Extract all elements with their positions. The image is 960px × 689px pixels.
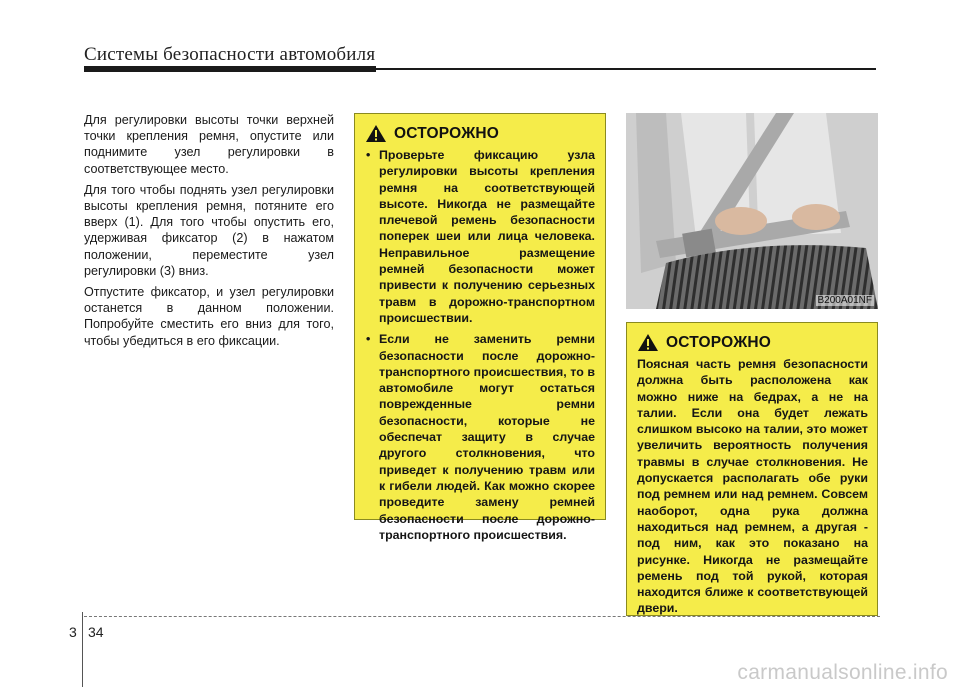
warning-text: Поясная часть ремня безопасности должна быть расположена как можно ниже на бедрах, а не на талии. Если она будет лежать слишком высоко на талии, это может увеличить вероятность получения травмы в случае столкновения. Не допускается располагать обе руки под ремнем или над ремнем. Совсем наоборот, одна рука должна находиться над ремнем, а другая - под ним, как это показано на рисунке. Никогда не размещайте ремень под той рукой, которая находится ближе к соответствующей двери.: [637, 357, 868, 616]
warning-header: [637, 333, 868, 352]
warning-title: ОСТОРОЖНО: [666, 333, 772, 351]
warning-item-text: Проверьте фиксацию узла регулировки высоты крепления ремня на соответствующей высоте. Никогда не размещайте плечевой ремень безопасности поперек шеи или лица человека. Неправильное размещение ремней безопасности может привести к получению серьезных травм в дорожно-транспортном происшествии.: [379, 148, 595, 325]
footer-divider-vertical: [82, 612, 83, 687]
body-text-column: [84, 112, 334, 354]
warning-item: [365, 147, 595, 326]
seatbelt-drawing: [626, 113, 878, 309]
warning-triangle-icon: [637, 333, 659, 352]
warning-box-left: [354, 113, 606, 542]
footer-divider-horizontal: [84, 616, 880, 617]
warning-triangle-icon: [365, 124, 387, 143]
body-paragraph: Отпустите фиксатор, и узел регулировки останется в данном положении. Попробуйте сместить его вниз для того, чтобы убедиться в его фиксации.: [84, 285, 334, 348]
warning-box-right: [626, 322, 878, 616]
page-title: Системы безопасности автомобиля: [84, 44, 376, 65]
figure-code-label: B200A01NF: [817, 295, 872, 306]
warning-header: [365, 124, 595, 143]
header-rule-thick: [84, 66, 376, 72]
warning-list: [365, 147, 595, 543]
body-paragraph: Для того чтобы поднять узел регулировки высоты крепления ремня, потяните его вверх (1). Для того чтобы опустить его, удерживая фиксатор (2) в нажатом положении, переместите узел регулировки (3) вниз.: [84, 182, 334, 278]
warning-title: ОСТОРОЖНО: [394, 124, 500, 142]
body-paragraph: Для регулировки высоты точки верхней точки крепления ремня, опустите или поднимите узел регулировки в соответствующее место.: [84, 113, 334, 176]
bullet-glyph: •: [366, 332, 371, 347]
bullet-glyph: •: [366, 148, 371, 162]
warning-item-text: Если не заменить ремни безопасности после дорожно-транспортного происшествия, то в автомобиле могут остаться поврежденные ремни безопасности, которые не обеспечат защиту в случае другого столкновения, что приведет к получению травм или к гибели людей. Как можно скорее проведите замену ремней безопасности после дорожно-транспортного происшествия.: [379, 332, 595, 542]
chapter-number: 3: [69, 624, 77, 640]
seatbelt-illustration: [626, 113, 878, 309]
warning-item: [365, 331, 595, 543]
watermark: carmanualsonline.info: [737, 661, 948, 684]
page-number: 34: [88, 624, 104, 640]
header-rule-thin: [376, 68, 876, 70]
